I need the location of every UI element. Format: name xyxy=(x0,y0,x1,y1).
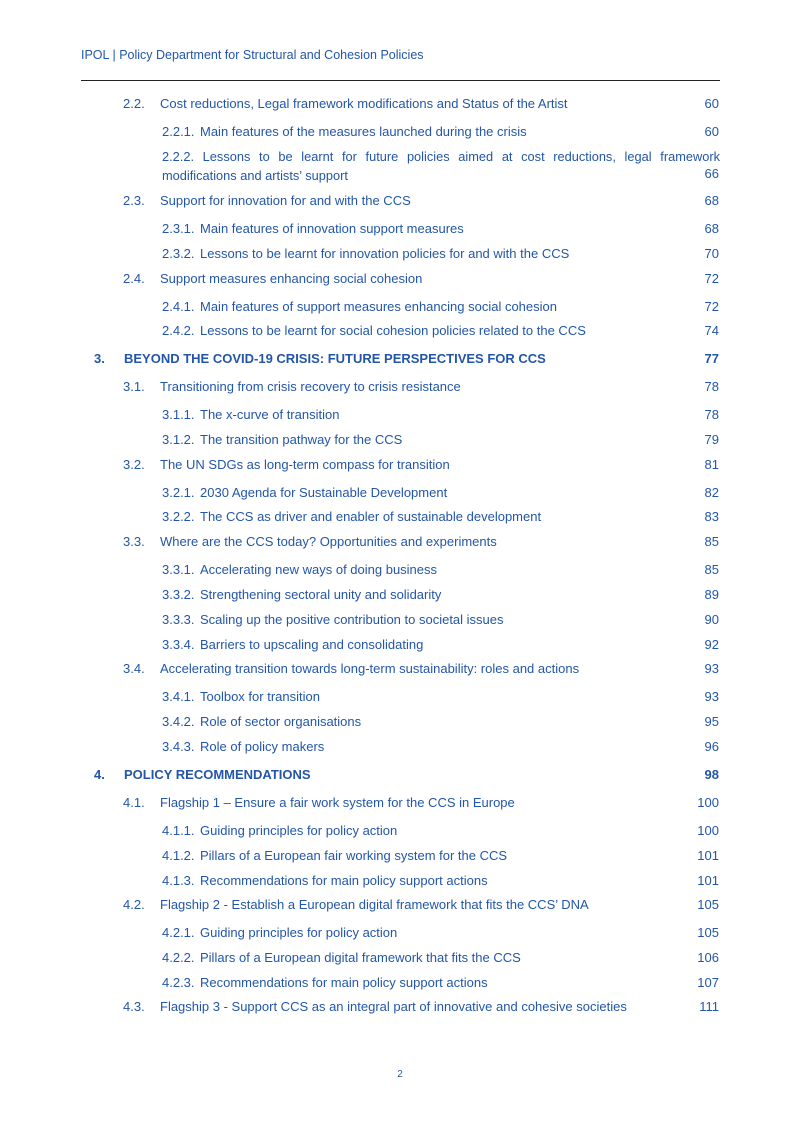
toc-entry-number: 4.1. xyxy=(123,795,145,810)
toc-entry-title[interactable]: Toolbox for transition xyxy=(200,689,320,704)
toc-entry-number: 4.1.3. xyxy=(162,873,195,888)
toc-entry-page[interactable]: 111 xyxy=(699,999,719,1014)
page-number: 2 xyxy=(397,1069,403,1080)
toc-entry-title[interactable]: Main features of support measures enhancing social cohesion xyxy=(200,299,557,314)
toc-entry-title[interactable]: Lessons to be learnt for innovation policies for and with the CCS xyxy=(200,246,570,261)
toc-entry-number: 2.2.1. xyxy=(162,124,195,139)
toc-entry-number: 2.3.2. xyxy=(162,246,195,261)
running-header: IPOL | Policy Department for Structural and Cohesion Policies xyxy=(81,48,424,62)
toc-entry-page[interactable]: 93 xyxy=(704,689,719,704)
toc-entry-page[interactable]: 96 xyxy=(704,739,719,754)
toc-entry-page[interactable]: 90 xyxy=(704,612,719,627)
toc-entry-number: 3.3.1. xyxy=(162,562,195,577)
toc-entry-page[interactable]: 72 xyxy=(704,271,719,286)
toc-entry-title[interactable]: Guiding principles for policy action xyxy=(200,823,398,838)
toc-entry-number: 3.4.3. xyxy=(162,739,195,754)
toc-entry-number: 3.4.1. xyxy=(162,689,195,704)
toc-entry-number: 3.4. xyxy=(123,661,145,676)
toc-entry-title[interactable]: Support measures enhancing social cohesion xyxy=(160,271,423,286)
toc-entry-number: 3.3. xyxy=(123,534,145,549)
toc-entry-page[interactable]: 85 xyxy=(704,534,719,549)
toc-entry-number: 3.4.2. xyxy=(162,714,195,729)
toc-entry-title[interactable]: Flagship 2 - Establish a European digital framework that fits the CCS’ DNA xyxy=(160,897,589,912)
toc-entry-title[interactable]: Scaling up the positive contribution to societal issues xyxy=(200,612,504,627)
toc-entry-title[interactable]: Main features of innovation support measures xyxy=(200,221,464,236)
toc-entry-page[interactable]: 100 xyxy=(697,795,719,810)
toc-entry-number: 3.2.2. xyxy=(162,509,195,524)
toc-entry-number: 3.2. xyxy=(123,457,145,472)
toc-entry-page[interactable]: 60 xyxy=(704,96,719,111)
toc-entry-title[interactable]: Flagship 3 - Support CCS as an integral part of innovative and cohesive societies xyxy=(160,999,627,1014)
toc-entry-number: 2.3. xyxy=(123,193,145,208)
toc-entry-number: 3.3.2. xyxy=(162,587,195,602)
toc-entry-title[interactable]: The transition pathway for the CCS xyxy=(200,432,403,447)
toc-entry-number: 4.2. xyxy=(123,897,145,912)
toc-entry-number: 3.3.4. xyxy=(162,637,195,652)
toc-entry-number: 3. xyxy=(94,351,105,366)
toc-entry-number: 2.4. xyxy=(123,271,145,286)
toc-entry-page[interactable]: 60 xyxy=(704,124,719,139)
toc-entry-page[interactable]: 77 xyxy=(704,351,719,366)
toc-entry-title[interactable]: The CCS as driver and enabler of sustainable development xyxy=(200,509,542,524)
toc-entry-title[interactable]: POLICY RECOMMENDATIONS xyxy=(124,767,311,782)
toc-entry-title[interactable]: The x-curve of transition xyxy=(200,407,340,422)
toc-entry-number: 3.1.1. xyxy=(162,407,195,422)
toc-entry-number: 4.2.3. xyxy=(162,975,195,990)
toc-entry-title[interactable]: Role of policy makers xyxy=(200,739,325,754)
toc-entry-number: 4.2.2. xyxy=(162,950,195,965)
toc-entry-title[interactable]: 2.2.2. Lessons to be learnt for future policies aimed at cost reductions, legal framework modifications and artists’ support xyxy=(162,149,720,183)
toc-entry-page[interactable]: 79 xyxy=(704,432,719,447)
toc-entry-title[interactable]: Recommendations for main policy support actions xyxy=(200,873,488,888)
toc-entry-title[interactable]: Pillars of a European fair working system for the CCS xyxy=(200,848,508,863)
toc-entry-page[interactable]: 107 xyxy=(697,975,719,990)
toc-entry-number: 3.3.3. xyxy=(162,612,195,627)
toc-entry-number: 2.2. xyxy=(123,96,145,111)
toc-entry-page[interactable]: 93 xyxy=(704,661,719,676)
toc-entry-page[interactable]: 78 xyxy=(704,379,719,394)
toc-entry-title[interactable]: Support for innovation for and with the CCS xyxy=(160,193,411,208)
toc-entry-title[interactable]: Pillars of a European digital framework that fits the CCS xyxy=(200,950,521,965)
toc-entry-page[interactable]: 85 xyxy=(704,562,719,577)
toc-entry-title[interactable]: BEYOND THE COVID-19 CRISIS: FUTURE PERSPECTIVES FOR CCS xyxy=(124,351,546,366)
toc-entry-title[interactable]: The UN SDGs as long-term compass for transition xyxy=(160,457,450,472)
toc-entry-page[interactable]: 105 xyxy=(697,925,719,940)
toc-entry-page[interactable]: 74 xyxy=(704,323,719,338)
toc-entry-title[interactable]: Guiding principles for policy action xyxy=(200,925,398,940)
toc-entry-page[interactable]: 106 xyxy=(697,950,719,965)
toc-entry-page[interactable]: 101 xyxy=(697,848,719,863)
toc-entry-number: 4.2.1. xyxy=(162,925,195,940)
toc-entry-title[interactable]: Main features of the measures launched during the crisis xyxy=(200,124,527,139)
toc-entry-title[interactable]: Accelerating transition towards long-term sustainability: roles and actions xyxy=(160,661,580,676)
toc-entry-title[interactable]: Transitioning from crisis recovery to crisis resistance xyxy=(160,379,461,394)
toc-entry-page[interactable]: 83 xyxy=(704,509,719,524)
toc-entry-title[interactable]: Lessons to be learnt for social cohesion policies related to the CCS xyxy=(200,323,586,338)
toc-entry-title[interactable]: Flagship 1 – Ensure a fair work system for the CCS in Europe xyxy=(160,795,515,810)
toc-entry-page[interactable]: 72 xyxy=(704,299,719,314)
toc-entry-number: 2.4.2. xyxy=(162,323,195,338)
toc-entry-title[interactable]: Accelerating new ways of doing business xyxy=(200,562,438,577)
toc-entry-number: 2.3.1. xyxy=(162,221,195,236)
toc-entry-page[interactable]: 100 xyxy=(697,823,719,838)
toc-entry-title[interactable]: 2030 Agenda for Sustainable Development xyxy=(200,485,448,500)
toc-entry-page[interactable]: 70 xyxy=(704,246,719,261)
toc-entry-number: 4.1.2. xyxy=(162,848,195,863)
toc-entry-number: 4. xyxy=(94,767,105,782)
toc-entry-title[interactable]: Where are the CCS today? Opportunities and experiments xyxy=(160,534,497,549)
toc-entry-page[interactable]: 68 xyxy=(704,193,719,208)
toc-entry-number: 4.1.1. xyxy=(162,823,195,838)
toc-entry-page[interactable]: 66 xyxy=(704,166,719,181)
toc-entry-number: 3.1. xyxy=(123,379,145,394)
toc-entry-page[interactable]: 105 xyxy=(697,897,719,912)
toc-entry-page[interactable]: 95 xyxy=(704,714,719,729)
toc-entry-title[interactable]: Strengthening sectoral unity and solidarity xyxy=(200,587,442,602)
toc-entry-page[interactable]: 89 xyxy=(704,587,719,602)
toc-entry-page[interactable]: 98 xyxy=(704,767,719,782)
toc-entry-title[interactable]: Recommendations for main policy support actions xyxy=(200,975,488,990)
toc-entry-number: 4.3. xyxy=(123,999,145,1014)
toc-entry-page[interactable]: 82 xyxy=(704,485,719,500)
toc-entry-page[interactable]: 81 xyxy=(704,457,719,472)
toc-entry-number: 2.4.1. xyxy=(162,299,195,314)
toc-entry-page[interactable]: 92 xyxy=(704,637,719,652)
toc-entry-title[interactable]: Cost reductions, Legal framework modifications and Status of the Artist xyxy=(160,96,568,111)
toc-entry-page[interactable]: 78 xyxy=(704,407,719,422)
toc-entry-title[interactable]: Barriers to upscaling and consolidating xyxy=(200,637,424,652)
toc-entry-page[interactable]: 101 xyxy=(697,873,719,888)
toc-entry-title[interactable]: Role of sector organisations xyxy=(200,714,362,729)
header-divider xyxy=(81,80,720,81)
toc-entry-number: 3.2.1. xyxy=(162,485,195,500)
toc-entry-number: 3.1.2. xyxy=(162,432,195,447)
toc-entry-page[interactable]: 68 xyxy=(704,221,719,236)
